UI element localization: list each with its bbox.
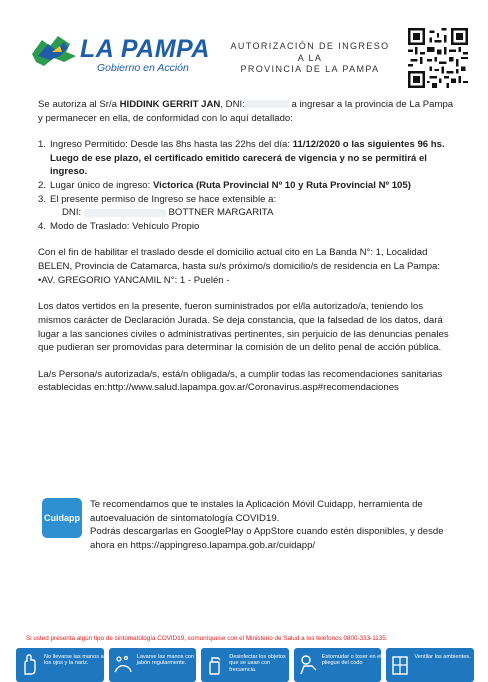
conditions-list	[38, 138, 458, 233]
tile-no-touch-face: No llevarse las manos a los ojos y la nariz.	[16, 648, 104, 682]
intro-paragraph	[38, 98, 458, 125]
tile-disinfect: Desinfectar los objetos que se usan con frecuencia.	[201, 648, 289, 682]
tile-sneeze-elbow: Estornudar o toser en el pliegue del codo	[294, 648, 382, 682]
logo-subtitle: Gobierno en Acción	[97, 62, 189, 74]
document-header	[30, 28, 470, 92]
cuidapp-section	[42, 498, 462, 558]
companion-name: BOTTNER MARGARITA	[165, 207, 274, 219]
recommendations-paragraph: La/s Persona/s autorizada/s, está/n obligada/s, a cumplir todas las recomendaciones sanitarias establecidas en:http://www.salud.lapampa.gov.ar/Coronavirus.asp#recomendaciones	[38, 368, 443, 394]
condition-item-2: 2. Lugar único de ingreso: Victorica (Ruta Provincial Nº 10 y Ruta Provincial Nº 105)	[38, 180, 411, 192]
condition-item-3: 3. El presente permiso de Ingreso se hace extensible a: DNI: BOTTNER MARGARITA	[38, 193, 458, 220]
symptoms-notice: Si usted presenta algún tipo de sintomatología COVID19, comuníquese con el Ministerio de Salud a los teléfonos 0800-333-1135.	[26, 635, 388, 642]
document-title-line2: PROVINCIA DE LA PAMPA	[240, 64, 380, 75]
qr-code-icon	[408, 28, 468, 88]
tile-ventilate: Ventilar los ambientes.	[386, 648, 474, 682]
spray-bottle-icon	[205, 654, 225, 676]
prevention-tiles	[16, 648, 474, 682]
la-pampa-logo	[30, 32, 225, 78]
legal-paragraph: Los datos vertidos en la presente, fueron suministrados por el/la autorizado/a, teniendo los mismos carácter de Declaración Jurada. Se deja constancia, que la falsedad de los datos, dará lugar a las sanciones civiles o administrativas pertinentes, sin perjuicio de las denuncias penales que pudieran ser promovidas para determinar la comisión de un delito penal de acción pública.	[38, 301, 449, 354]
redacted-companion-dni	[84, 209, 166, 217]
window-icon	[390, 654, 410, 676]
cuidapp-text: Te recomendamos que te instales la Aplicación Móvil Cuidapp, herramienta de autoevaluación de sintomatología COVID19. Podrás descargarlas en GooglePlay o AppStore cuando estén disponibles, y desde ahora en https://appingreso.lapampa.gob.ar/cuidapp/	[90, 499, 444, 551]
sneeze-icon	[298, 654, 318, 676]
wash-hands-icon	[113, 654, 133, 676]
document-title	[230, 41, 390, 76]
intro-text-end: a ingresar a la provincia de La Pampa y permanecer en ella, de conformidad con lo aquí detallado:	[38, 99, 454, 124]
document-body	[38, 98, 458, 408]
hand-icon	[20, 654, 40, 676]
condition-item-1: 1. Ingreso Permitido: Desde las 8hs hasta las 22hs del día: 11/12/2020 o las siguientes 96 hs. Luego de ese plazo, el certificado emitido carecerá de vigencia y no se permitirá el ingreso.	[38, 139, 445, 178]
companion-line: DNI: BOTTNER MARGARITA	[62, 207, 274, 219]
cuidapp-logo: Cuidapp	[42, 498, 82, 538]
destination-address: •AV. GREGORIO YANCAMIL N°: 1 - Puelén -	[38, 274, 230, 286]
redacted-dni	[245, 100, 289, 108]
transfer-paragraph: Con el fin de habilitar el traslado desde el domicilio actual cito en La Banda N°: 1, Localidad BELEN, Provincia de Catamarca, hasta su/s próximo/s domicilio/s de residencia en La Pampa: •AV. GREGORIO YANCAMIL N°: 1 - Puelén -	[38, 247, 441, 286]
la-pampa-emblem-icon	[30, 32, 80, 74]
intro-text-start: Se autoriza al Sr/a	[38, 99, 120, 110]
dni-label: , DNI:	[220, 99, 245, 110]
condition-item-4: 4. Modo de Traslado: Vehículo Propio	[38, 220, 200, 232]
authorized-person-name: HIDDINK GERRIT JAN	[119, 99, 221, 110]
tile-wash-hands: Lavarse las manos con jabón regularmente.	[109, 648, 197, 682]
document-title-line1: AUTORIZACIÓN DE INGRESO A LA	[230, 41, 390, 63]
logo-title: LA PAMPA	[80, 35, 210, 63]
